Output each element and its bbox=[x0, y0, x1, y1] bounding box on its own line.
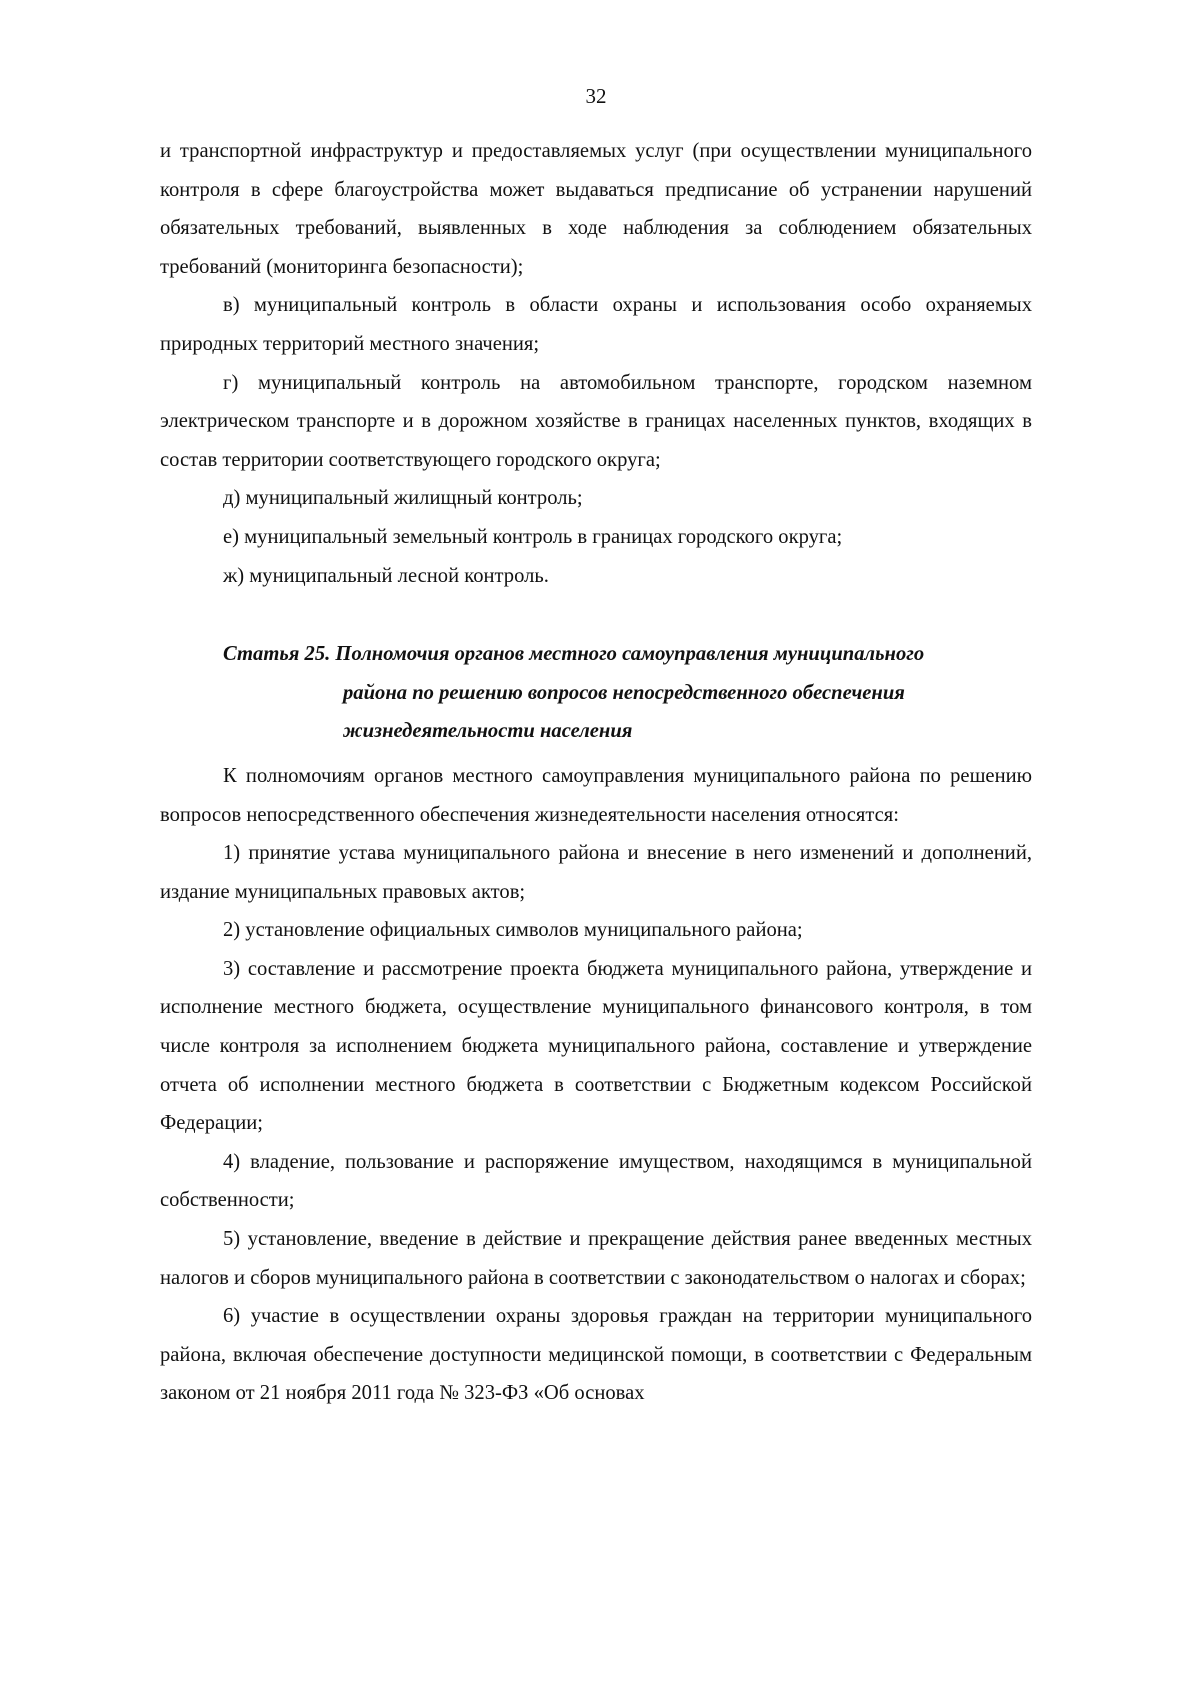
list-item-v: в) муниципальный контроль в области охраны и использования особо охраняемых природных территорий местного значения; bbox=[160, 294, 1032, 355]
list-item-d: д) муниципальный жилищный контроль; bbox=[223, 487, 583, 510]
document-page bbox=[160, 0, 1032, 1561]
list-item-6: 6) участие в осуществлении охраны здоровья граждан на территории муниципального района, включая обеспечение доступности медицинской помощи, в соответствии с Федеральным законом от 21 ноября 2011 года № 323-ФЗ «Об основах bbox=[160, 1305, 1032, 1405]
article-heading-line-1: Статья 25. Полномочия органов местного самоуправления муниципального bbox=[223, 643, 925, 666]
list-item-1: 1) принятие устава муниципального района и внесение в него изменений и дополнений, издание муниципальных правовых актов; bbox=[160, 842, 1032, 903]
article-heading-line-2: района по решению вопросов непосредственного обеспечения bbox=[343, 681, 905, 704]
page-number: 32 bbox=[585, 84, 607, 108]
list-item-3: 3) составление и рассмотрение проекта бюджета муниципального района, утверждение и исполнение местного бюджета, осуществление муниципального финансового контроля, в том числе контроля за исполнением бюджета муниципального района, составление и утверждение отчета об исполнении местного бюджета в соответствии с Бюджетным кодексом Российской Федерации; bbox=[160, 957, 1032, 1135]
list-item-4: 4) владение, пользование и распоряжение имуществом, находящимся в муниципальной собственности; bbox=[160, 1150, 1032, 1212]
list-item-e: е) муниципальный земельный контроль в границах городского округа; bbox=[223, 525, 843, 548]
article-heading-line-3: жизнедеятельности населения bbox=[343, 720, 633, 743]
paragraph-continuation: и транспортной инфраструктур и предоставляемых услуг (при осуществлении муниципального контроля в сфере благоустройства может выдаваться предписание об устранении нарушений обязательных требований, выявленных в ходе наблюдения за соблюдением обязательных требований (мониторинга безопасности); bbox=[160, 140, 1032, 278]
list-item-2: 2) установление официальных символов муниципального района; bbox=[223, 919, 803, 942]
article-intro-paragraph: К полномочиям органов местного самоуправления муниципального района по решению вопросов непосредственного обеспечения жизнедеятельности населения относятся: bbox=[160, 764, 1032, 826]
list-item-g: г) муниципальный контроль на автомобильном транспорте, городском наземном электрическом транспорте и в дорожном хозяйстве в границах населенных пунктов, входящих в состав территории соответствующего городского округа; bbox=[160, 371, 1032, 471]
article-heading bbox=[160, 635, 1032, 751]
list-item-zh: ж) муниципальный лесной контроль. bbox=[223, 564, 549, 587]
document-body bbox=[160, 132, 1032, 1413]
list-item-5: 5) установление, введение в действие и прекращение действия ранее введенных местных налогов и сборов муниципального района в соответствии с законодательством о налогах и сборах; bbox=[160, 1228, 1032, 1289]
